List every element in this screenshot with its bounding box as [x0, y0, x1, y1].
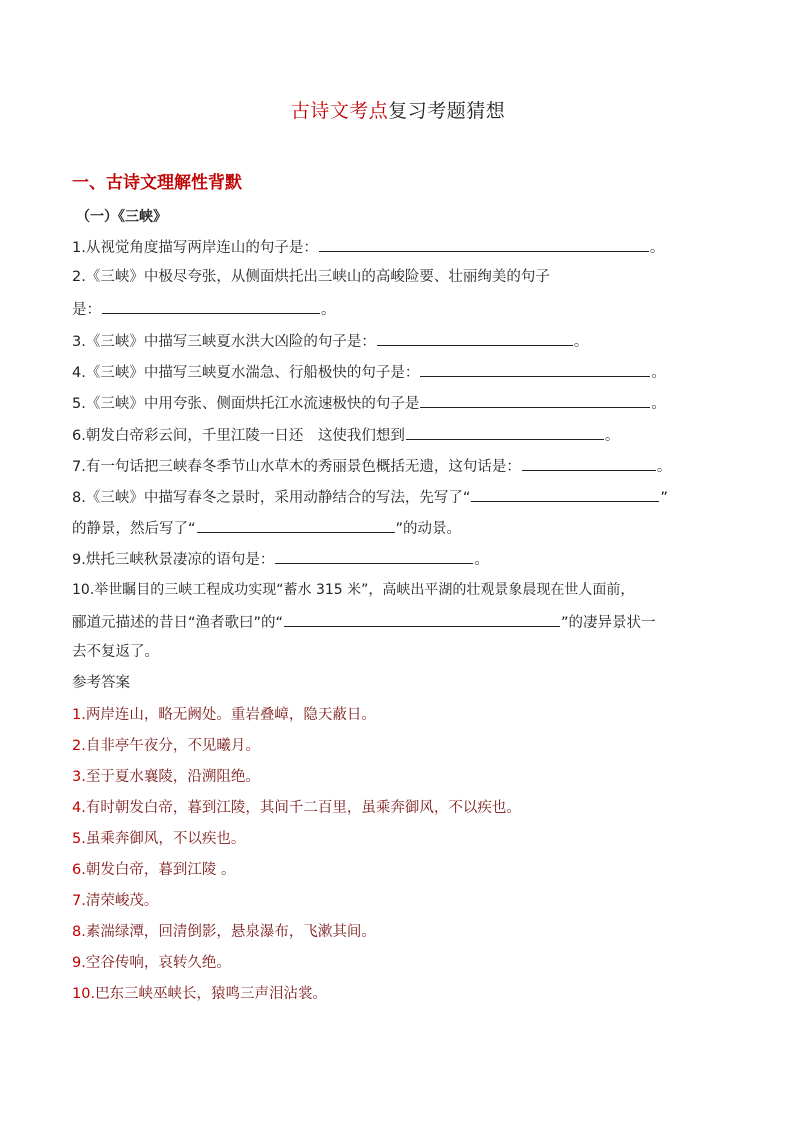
- answer-number: 7.: [72, 893, 86, 909]
- answer-line: [72, 953, 724, 973]
- title-rest: 复习考题猜想: [388, 100, 506, 122]
- answer-text: 朝发白帝，暮到江陵 。: [85, 862, 236, 878]
- answer-blank[interactable]: [377, 330, 573, 346]
- answer-number: 5.: [72, 831, 86, 847]
- answer-blank[interactable]: [522, 455, 656, 471]
- question-text: ”: [660, 490, 668, 506]
- question-text: 6.朝发白帝彩云间，千里江陵一日还 这使我们想到: [72, 428, 405, 444]
- answer-blank[interactable]: [319, 236, 649, 252]
- question-text: 是：: [72, 302, 101, 318]
- question-line: [72, 330, 724, 352]
- question-line: [72, 267, 724, 287]
- answer-text: 自非亭午夜分，不见曦月。: [85, 738, 260, 754]
- title-highlight: 古诗文考点: [290, 100, 389, 122]
- question-line: [72, 611, 724, 633]
- question-text: 8.《三峡》中描写春冬之景时，采用动静结合的写法，先写了“: [72, 490, 471, 506]
- page-title: [72, 96, 724, 123]
- answer-text: 素湍绿潭，回清倒影，悬泉瀑布，飞漱其间。: [85, 924, 376, 940]
- answer-text: 至于夏水襄陵，沿溯阻绝。: [85, 769, 260, 785]
- answer-blank[interactable]: [406, 424, 604, 440]
- answer-text: 空谷传响，哀转久绝。: [85, 955, 231, 971]
- answer-text: 有时朝发白帝，暮到江陵，其间千二百里，虽乘奔御风，不以疾也。: [85, 800, 521, 816]
- question-line: [72, 361, 724, 383]
- question-text: 10.举世瞩目的三峡工程成功实现“蓄水 315 米”，高峡出平湖的壮观景象晨现在世人面前，: [72, 582, 635, 598]
- question-text: 。: [573, 334, 589, 350]
- question-text: 1.从视觉角度描写两岸连山的句子是：: [72, 240, 318, 256]
- answer-blank[interactable]: [420, 361, 650, 377]
- answer-number: 10.: [72, 986, 96, 1002]
- answer-line: [72, 984, 724, 1004]
- question-text: 。: [651, 396, 666, 412]
- question-text: 9.烘托三峡秋景凄凉的语句是：: [72, 552, 275, 568]
- answer-line: [72, 736, 724, 756]
- answer-blank[interactable]: [471, 486, 659, 502]
- question-text: 3.《三峡》中描写三峡夏水洪大凶险的句子是：: [72, 334, 376, 350]
- answer-line: [72, 829, 724, 849]
- question-line: [72, 517, 724, 539]
- question-line: [72, 548, 724, 570]
- answer-line: [72, 922, 724, 942]
- answer-line: [72, 798, 724, 818]
- answer-text: 两岸连山，略无阙处。重岩叠嶂，隐天蔽日。: [85, 707, 376, 723]
- question-text: 的静景，然后写了“: [72, 521, 196, 537]
- answer-blank[interactable]: [284, 611, 560, 627]
- question-line: [72, 486, 724, 508]
- answer-line: [72, 891, 724, 911]
- answer-number: 4.: [72, 800, 86, 816]
- question-text: 7.有一句话把三峡春冬季节山水草木的秀丽景色概括无遗，这句话是：: [72, 459, 521, 475]
- answer-blank[interactable]: [197, 517, 395, 533]
- question-text: 4.《三峡》中描写三峡夏水湍急、行船极快的句子是：: [72, 365, 420, 381]
- question-text: ”的动景。: [395, 521, 462, 537]
- question-text: 2.《三峡》中极尽夸张，从侧面烘托出三峡山的高峻险要、壮丽绚美的句子: [72, 269, 550, 285]
- answer-number: 2.: [72, 738, 86, 754]
- question-text: 。: [651, 365, 666, 381]
- answer-blank[interactable]: [420, 392, 650, 408]
- question-text: 郦道元描述的昔日“渔者歌曰”的“: [72, 615, 284, 631]
- answer-line: [72, 860, 724, 880]
- answer-text: 巴东三峡巫峡长，猿鸣三声泪沾裳。: [95, 986, 328, 1002]
- answer-number: 6.: [72, 862, 86, 878]
- answer-number: 9.: [72, 955, 86, 971]
- question-line: [72, 580, 724, 600]
- question-text: 。: [604, 428, 620, 444]
- question-line: [72, 236, 724, 258]
- answer-blank[interactable]: [102, 298, 320, 314]
- question-text: 。: [649, 240, 665, 256]
- answer-blank[interactable]: [275, 548, 473, 564]
- answer-text: 清荣峻茂。: [85, 893, 159, 909]
- question-text: ”的凄异景状一: [561, 615, 656, 631]
- subsection-heading: （一）《三峡》: [76, 209, 167, 225]
- question-text: 。: [656, 459, 672, 475]
- question-line: [72, 642, 724, 662]
- answer-number: 8.: [72, 924, 86, 940]
- answers-heading: 参考答案: [72, 675, 130, 691]
- answer-line: [72, 705, 724, 725]
- answer-number: 3.: [72, 769, 86, 785]
- question-text: 。: [321, 302, 336, 318]
- question-line: [72, 424, 724, 446]
- question-text: 5.《三峡》中用夸张、侧面烘托江水流速极快的句子是: [72, 396, 420, 412]
- question-text: 去不复返了。: [72, 644, 159, 660]
- answer-text: 虽乘奔御风，不以疾也。: [85, 831, 246, 847]
- answer-line: [72, 767, 724, 787]
- question-text: 。: [474, 552, 489, 568]
- answer-number: 1.: [72, 707, 86, 723]
- question-line: [72, 455, 724, 477]
- section-heading: 一、古诗文理解性背默: [72, 173, 242, 193]
- question-line: [72, 392, 724, 414]
- question-line: [72, 298, 724, 320]
